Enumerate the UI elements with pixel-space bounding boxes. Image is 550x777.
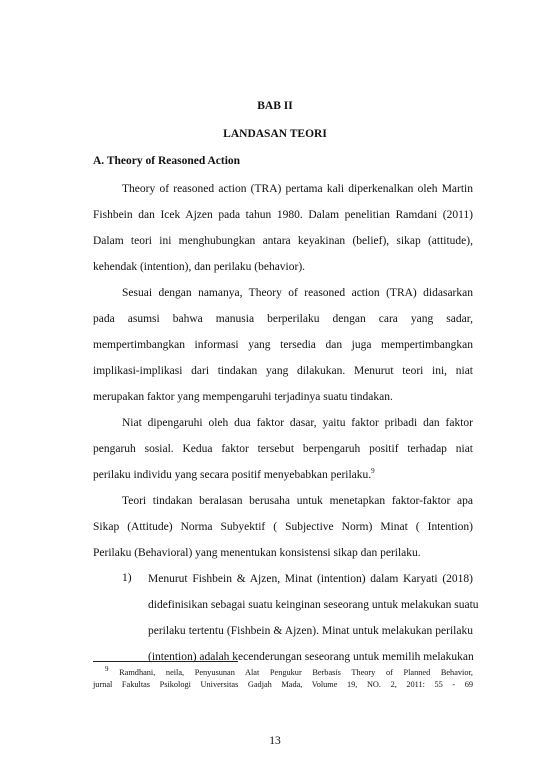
list-item-number: 1) (122, 572, 132, 584)
page-number: 13 (269, 735, 281, 747)
paragraph-2-line: Sesuai dengan namanya, Theory of reasoned action (TRA) didasarkan (122, 287, 473, 299)
paragraph-1-line: Dalam teori ini menghubungkan antara keyakinan (belief), sikap (attitude), (93, 235, 473, 247)
section-heading: A. Theory of Reasoned Action (93, 155, 241, 167)
paragraph-3-line: pengaruh sosial. Kedua faktor tersebut berpengaruh positif terhadap niat (93, 443, 473, 455)
list-item-line: perilaku tertentu (Fishbein & Ajzen). Minat untuk melakukan perilaku (148, 625, 473, 637)
paragraph-2-line: merupakan faktor yang mempengaruhi terjadinya suatu tindakan. (93, 391, 393, 403)
list-item-line: (intention) adalah kecenderungan seseorang untuk memilih melakukan (148, 651, 474, 663)
paragraph-2-line: mempertimbangkan informasi yang tersedia dan juga mempertimbangkan (93, 339, 473, 351)
paragraph-3-line (93, 468, 375, 482)
footnote-text: Ramdhani, neila, Penyusunan Alat Pengukur Berbasis Theory of Planned Behavior, (108, 668, 473, 677)
paragraph-4-line: Teori tindakan beralasan berusaha untuk menetapkan faktor-faktor apa (122, 495, 473, 507)
paragraph-1-line: kehendak (intention), dan perilaku (behavior). (93, 261, 306, 273)
list-item-line: Menurut Fishbein & Ajzen, Minat (intention) dalam Karyati (2018) (148, 573, 473, 585)
paragraph-2-line: pada asumsi bahwa manusia berperilaku dengan cara yang sadar, (93, 313, 473, 325)
paragraph-3-line: Niat dipengaruhi oleh dua faktor dasar, yaitu faktor pribadi dan faktor (122, 417, 473, 429)
footnote-reference[interactable]: 9 (371, 467, 375, 476)
footnote-line (105, 665, 473, 678)
chapter-title: LANDASAN TEORI (223, 128, 327, 140)
footnote-number: 9 (105, 665, 109, 674)
footnote-line: jurnal Fakultas Psikologi Universitas Gadjah Mada, Volume 19, NO. 2, 2011: 55 - 69 (93, 680, 473, 689)
footnote-separator (93, 661, 238, 662)
paragraph-2-line: implikasi-implikasi dari tindakan yang dilakukan. Menurut teori ini, niat (93, 365, 473, 377)
chapter-number: BAB II (257, 100, 293, 112)
list-item-line: didefinisikan sebagai suatu keinginan seseorang untuk melakukan suatu (148, 599, 479, 611)
paragraph-4-line: Sikap (Attitude) Norma Subyektif ( Subjective Norm) Minat ( Intention) (93, 521, 473, 533)
paragraph-1-line: Theory of reasoned action (TRA) pertama kali diperkenalkan oleh Martin (122, 183, 473, 195)
paragraph-4-line: Perilaku (Behavioral) yang menentukan konsistensi sikap dan perilaku. (93, 547, 421, 559)
paragraph-3-text: perilaku individu yang secara positif menyebabkan perilaku. (93, 469, 372, 481)
paragraph-1-line: Fishbein dan Icek Ajzen pada tahun 1980. Dalam penelitian Ramdani (2011) (93, 209, 473, 221)
